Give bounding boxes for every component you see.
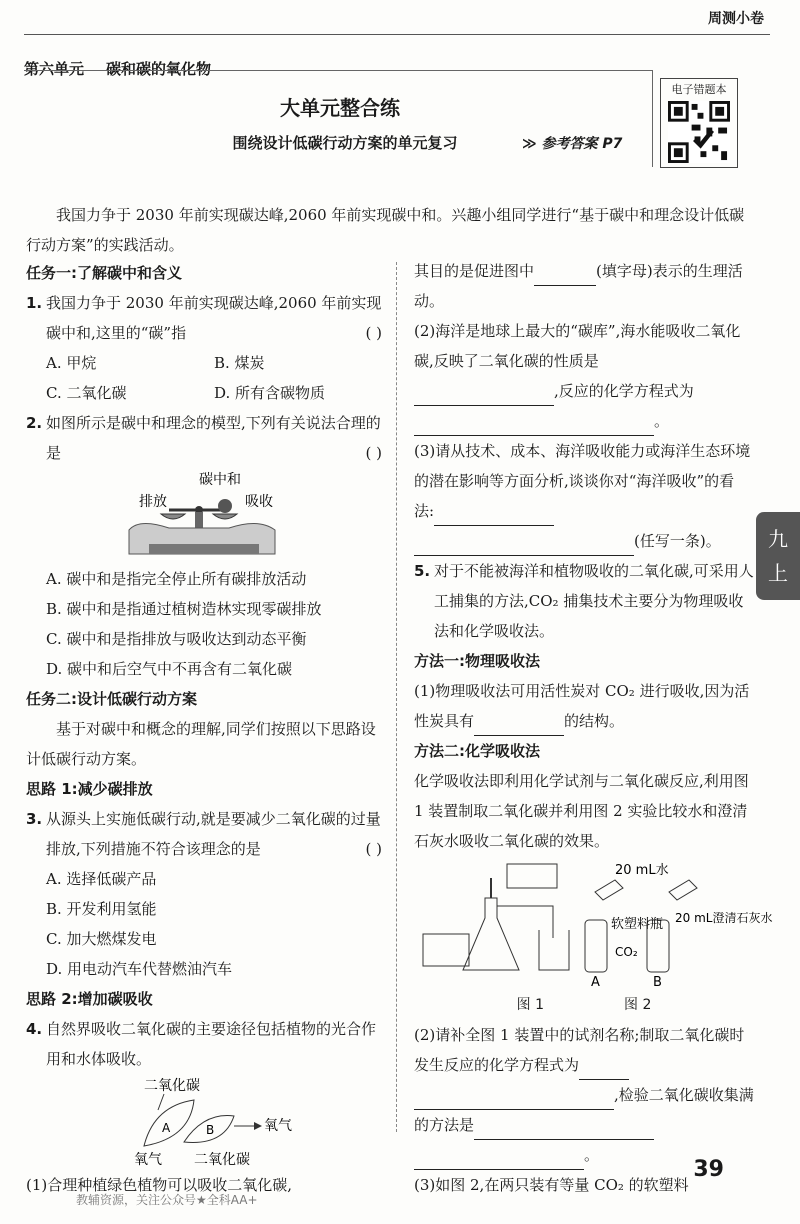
q4-p1-text-a: 其目的是促进图中 [414,262,535,280]
option-b[interactable]: B. 碳中和是指通过植树造林实现零碳排放 [46,600,322,618]
question-4-text: 自然界吸收二氧化碳的主要途径包括植物的光合作用和水体吸收。 [46,1020,377,1068]
question-number: 3. [26,810,43,828]
fig-co2-top: 二氧化碳 [144,1078,200,1094]
option-b[interactable]: B. 煤炭 [214,354,265,372]
option-b[interactable]: B. 开发利用氢能 [46,900,157,918]
method2-part2 [414,1020,754,1170]
caption-figure-1: 图 1 [516,997,544,1013]
method1-heading: 方法一:物理吸收法 [414,652,540,670]
question-number: 5. [414,562,431,580]
option-c[interactable]: C. 加大燃煤发电 [46,930,157,948]
option-c[interactable]: C. 碳中和是指排放与吸收达到动态平衡 [46,630,307,648]
fig-label-b: B [206,1123,215,1137]
method1-text-a: (1)物理吸收法可用活性炭对 CO₂ 进行吸收,因为活性炭具有 [414,682,750,730]
question-2-text [46,408,382,468]
page-title: 大单元整合练 [280,96,400,120]
fig-label-top: 碳中和 [199,472,241,488]
answer-blank[interactable] [414,1091,614,1110]
footer-watermark: 教辅资源，关注公众号★全科AA+ [76,1193,258,1207]
question-5 [414,556,754,646]
qr-code-icon[interactable] [668,101,730,163]
question-4-part1: (1)合理种植绿色植物可以吸收二氧化碳, [26,1176,293,1194]
method2-text: 化学吸收法即利用化学试剂与二氧化碳反应,利用图 1 装置制取二氧化碳并利用图 2 实验比较水和澄清石灰水吸收二氧化碳的效果。 [414,772,749,850]
answer-blank[interactable] [414,387,554,406]
task1-heading: 任务一:了解碳中和含义 [26,264,182,282]
left-column [26,258,382,1200]
method2-p2-text: (2)请补全图 1 装置中的试剂名称;制取二氧化碳时发生反应的化学方程式为 [414,1026,745,1074]
question-number: 4. [26,1020,43,1038]
q4-part2 [414,316,754,436]
option-d[interactable]: D. 碳中和后空气中不再含有二氧化碳 [46,660,293,678]
question-3-options [26,864,382,984]
fig-label-a: A [162,1121,171,1135]
fig-label-left: 排放 [139,494,167,510]
q4-part1-cont [414,256,754,316]
idea2-heading: 思路 2:增加碳吸收 [26,990,153,1008]
qr-label: 电子错题本 [671,83,727,96]
method2-part3: (3)如图 2,在两只装有等量 CO₂ 的软塑料 [414,1176,689,1194]
question-2 [26,408,382,468]
method2-p2-text-b: ,检验二氧化碳收集满的方法是 [414,1086,754,1134]
fig-label-right: 吸收 [245,494,273,510]
question-3-text [46,804,382,864]
unit-name: 碳和碳的氧化物 [106,60,212,78]
week-tag: 周测小卷 [708,11,764,27]
page-subtitle: 围绕设计低碳行动方案的单元复习 [232,134,458,152]
question-2-stem: 如图所示是碳中和理念的模型,下列有关说法合理的是 [46,414,381,462]
answer-blank[interactable] [474,1121,654,1140]
fig-o2-right: 氧气 [264,1118,292,1134]
qr-panel[interactable] [660,78,738,168]
answer-blank[interactable] [414,1151,584,1170]
answer-reference: ≫ 参考答案 P7 [522,136,623,152]
apparatus-figure [419,858,773,990]
option-a[interactable]: A. 甲烷 [46,354,97,372]
task2-heading: 任务二:设计低碳行动方案 [26,690,197,708]
question-1-text [46,288,382,348]
answer-blank[interactable] [434,507,554,526]
fig2-water-label: 20 mL水 [615,863,669,878]
option-c[interactable]: C. 二氧化碳 [46,384,127,402]
q4-p3-text-b: (任写一条)。 [634,532,721,550]
method2-p2-text-c: 。 [584,1146,600,1164]
fig-co2-bottom: 二氧化碳 [194,1152,250,1168]
column-divider [396,262,397,1132]
method2-heading: 方法二:化学吸收法 [414,742,540,760]
question-1-options [26,348,382,408]
option-a[interactable]: A. 碳中和是指完全停止所有碳排放活动 [46,570,307,588]
side-tab-char-2: 上 [768,561,788,585]
q4-p1-text-b: (填字母)表示的生理活动。 [414,262,743,310]
question-4 [26,1014,382,1074]
unit-label: 第六单元 [24,60,85,78]
option-d[interactable]: D. 用电动汽车代替燃油汽车 [46,960,233,978]
answer-paren[interactable]: ( ) [365,840,382,858]
task2-intro: 基于对碳中和概念的理解,同学们按照以下思路设计低碳行动方案。 [26,720,376,768]
answer-paren[interactable]: ( ) [365,324,382,342]
answer-blank[interactable] [534,267,596,286]
answer-paren[interactable]: ( ) [365,444,382,462]
question-number: 1. [26,294,43,312]
balance-scale-figure [79,470,329,562]
answer-blank[interactable] [474,717,564,736]
question-3-stem: 从源头上实施低碳行动,就是要减少二氧化碳的过量排放,下列措施不符合该理念的是 [46,810,381,858]
answer-blank[interactable] [414,417,654,436]
method1-text-b: 的结构。 [564,712,625,730]
q4-part3 [414,436,754,556]
right-column [414,256,773,1200]
fig2-lime-label: 20 mL澄清石灰水 [675,911,773,925]
leaf-cycle-figure [94,1076,314,1168]
grade-side-tab [756,512,800,600]
q4-p2-text: (2)海洋是地球上最大的“碳库”,海水能吸收二氧化碳,反映了二氧化碳的性质是 [414,322,741,370]
fig2-label-b: B [653,975,662,990]
idea1-heading: 思路 1:减少碳排放 [26,780,153,798]
answer-blank[interactable] [414,537,634,556]
page-number: 39 [693,1157,724,1182]
question-3 [26,804,382,864]
answer-blank[interactable] [579,1061,629,1080]
fig2-co2-label: CO₂ [615,945,638,959]
q4-p3-text: (3)请从技术、成本、海洋吸收能力或海洋生态环境的潜在影响等方面分析,谈谈你对“海洋吸收”的看法: [414,442,751,520]
fig2-bottle-label: 软塑料瓶 [611,917,664,932]
option-a[interactable]: A. 选择低碳产品 [46,870,157,888]
q4-p2-text-c: 。 [654,412,670,430]
question-number: 2. [26,414,43,432]
bottle-a [585,920,607,972]
side-tab-char-1: 九 [768,527,788,551]
question-1-stem: 我国力争于 2030 年前实现碳达峰,2060 年前实现碳中和,这里的“碳”指 [46,294,382,342]
question-1 [26,288,382,348]
top-rule [24,34,770,35]
fig-o2-left: 氧气 [134,1152,162,1168]
fig2-label-a: A [591,975,600,990]
caption-figure-2: 图 2 [624,997,652,1013]
intro-paragraph: 我国力争于 2030 年前实现碳达峰,2060 年前实现碳中和。兴趣小组同学进行“基于碳中和理念设计低碳行动方案”的实践活动。 [26,206,745,254]
option-d[interactable]: D. 所有含碳物质 [214,384,326,402]
question-2-options [26,564,382,684]
q4-p2-text-b: ,反应的化学方程式为 [554,382,694,400]
figure-captions [414,990,754,1020]
question-5-text: 对于不能被海洋和植物吸收的二氧化碳,可采用人工捕集的方法,CO₂ 捕集技术主要分为物理吸收法和化学吸收法。 [434,562,754,640]
method1-text [414,676,754,736]
